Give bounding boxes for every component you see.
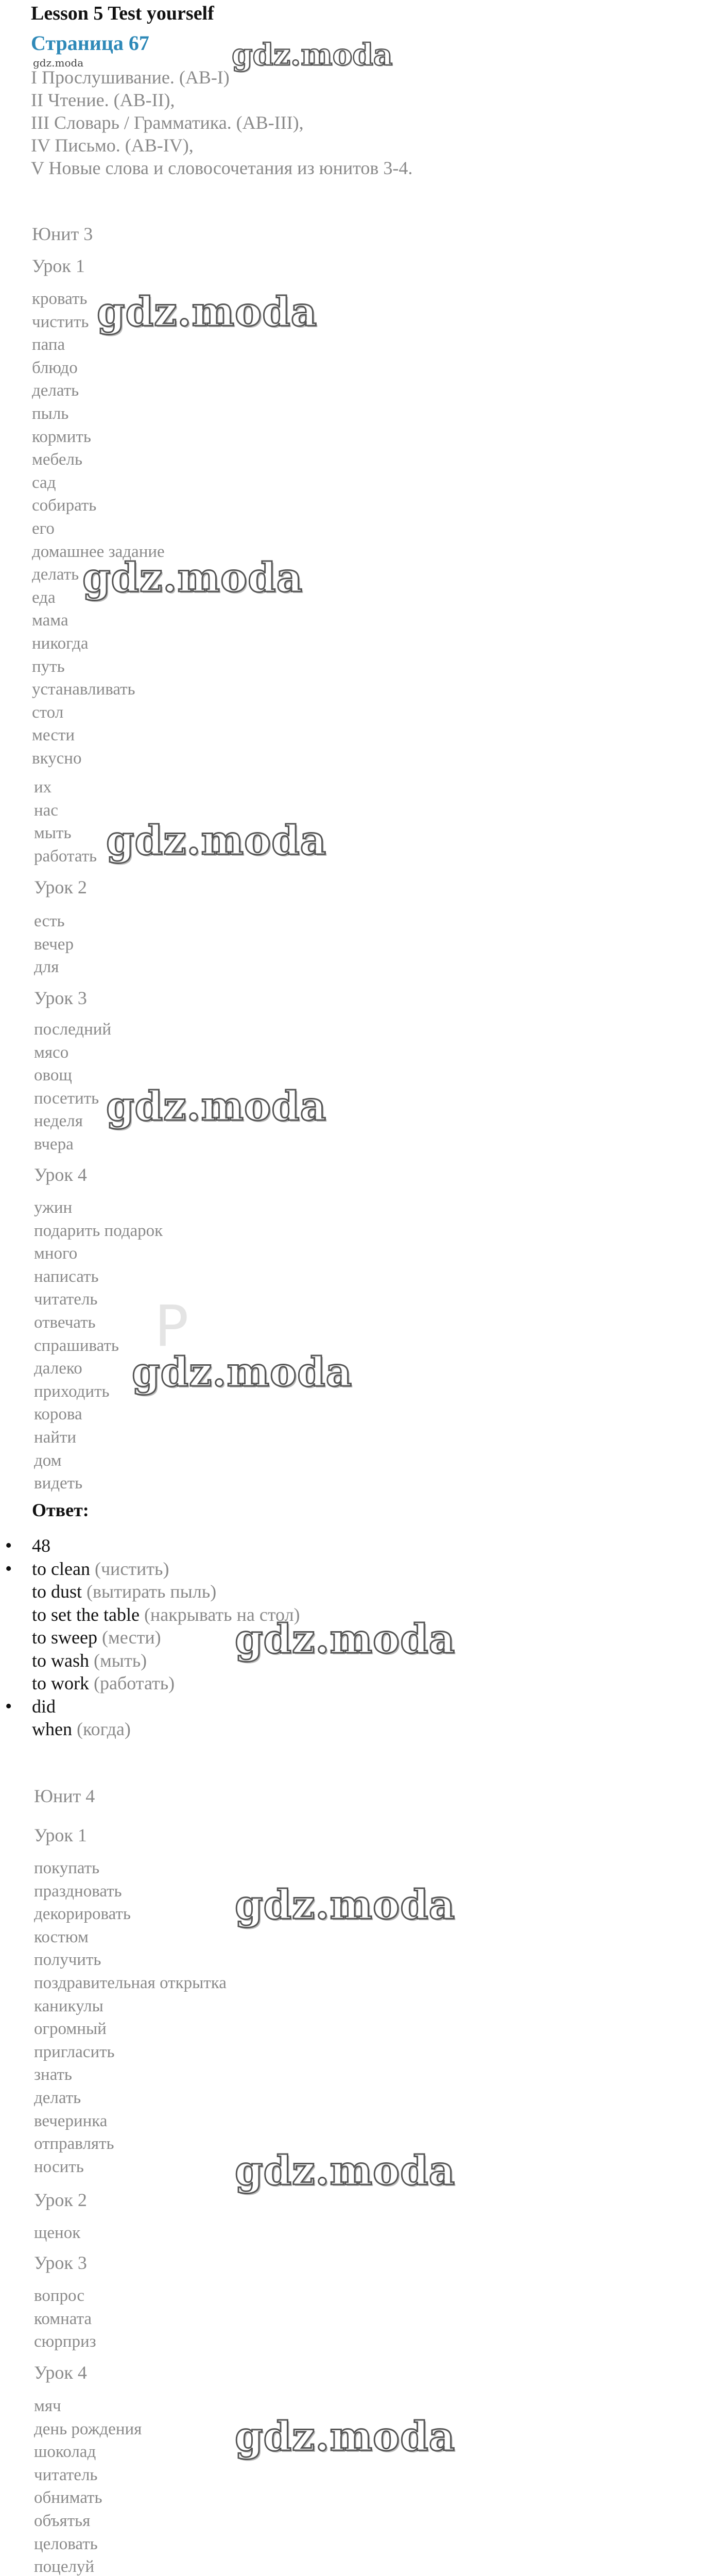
word: щенок [34, 2224, 81, 2242]
watermark: gdz.moda [235, 2147, 456, 2194]
answer-en: did [32, 1696, 56, 1717]
word: покупать [34, 1859, 100, 1877]
toc-item: II Чтение. (AB-II), [31, 90, 175, 110]
watermark: gdz.moda [235, 1616, 456, 1663]
unit3-lesson4-words [34, 1196, 163, 1495]
word: чистить [32, 312, 89, 331]
word: далеко [34, 1359, 82, 1378]
word: мыть [34, 824, 72, 843]
word: дом [34, 1451, 62, 1470]
word: объятья [34, 2511, 91, 2530]
unit4-lesson3-words [34, 2284, 96, 2353]
word: мебель [32, 450, 83, 469]
answer-en: 48 [32, 1535, 50, 1556]
word: пригласить [34, 2042, 115, 2061]
unit3-lesson4-title: Урок 4 [34, 1164, 87, 1185]
answer-en: to wash [32, 1650, 89, 1671]
answer-ru: (работать) [94, 1673, 175, 1693]
unit4-lesson4-words [34, 2395, 142, 2576]
unit3-lesson1-words-b [34, 776, 97, 868]
word: спрашивать [34, 1336, 119, 1355]
word: видеть [34, 1474, 83, 1493]
word: декорировать [34, 1905, 131, 1924]
word: мясо [34, 1043, 69, 1062]
unit4-lesson2-words [34, 2222, 80, 2245]
word: каникулы [34, 1996, 103, 2015]
watermark: gdz.moda [82, 554, 303, 601]
word: блюдо [32, 358, 78, 377]
answer-item [32, 1695, 300, 1718]
word: никогда [32, 634, 89, 653]
p-icon: P [154, 1293, 189, 1359]
word: овощ [34, 1066, 72, 1085]
unit4-lesson4-title: Урок 4 [34, 2362, 87, 2383]
word: читатель [34, 2465, 98, 2484]
answer-item [32, 1534, 300, 1557]
word: сад [32, 473, 56, 492]
unit3-lesson2-title: Урок 2 [34, 877, 87, 897]
word: вчера [34, 1134, 74, 1154]
watermark: gdz.moda [232, 37, 393, 72]
watermark: gdz.moda [235, 2413, 456, 2460]
word: комната [34, 2309, 92, 2328]
word: отвечать [34, 1313, 96, 1332]
word: целовать [34, 2534, 98, 2553]
word: нас [34, 801, 58, 820]
page-link[interactable]: Страница 67 [31, 31, 149, 55]
answer-ru: (мести) [101, 1627, 161, 1648]
word: найти [34, 1428, 77, 1447]
unit3-lesson2-words [34, 910, 74, 979]
word: еда [32, 588, 56, 607]
word: вопрос [34, 2286, 84, 2305]
word: собирать [32, 496, 97, 515]
answer-item [32, 1557, 300, 1581]
word: вечер [34, 935, 74, 954]
word: есть [34, 912, 65, 930]
word: получить [34, 1951, 101, 1970]
unit3-lesson3-words [34, 1018, 111, 1156]
watermark: gdz.moda [132, 1349, 353, 1396]
unit3-lesson3-title: Урок 3 [34, 988, 87, 1008]
unit3-lesson1-words-a [32, 287, 165, 770]
answer-ru: (мыть) [94, 1650, 147, 1671]
answer-en: when [32, 1719, 72, 1739]
watermark: gdz.moda [235, 1882, 456, 1928]
word: читатель [34, 1290, 98, 1309]
unit4-lesson1-title: Урок 1 [34, 1825, 87, 1845]
word: мести [32, 726, 75, 745]
watermark-small: gdz.moda [33, 57, 84, 69]
word: их [34, 778, 52, 796]
word: вечеринка [34, 2111, 108, 2130]
answer-item [32, 1672, 300, 1695]
toc-item: IV Письмо. (AB-IV), [31, 135, 194, 156]
watermark: gdz.moda [106, 1083, 327, 1130]
word: устанавливать [32, 680, 135, 699]
answer-ru: (когда) [76, 1719, 131, 1739]
word: папа [32, 335, 65, 354]
word: путь [32, 657, 65, 676]
word: делать [34, 2088, 81, 2107]
word: знать [34, 2065, 72, 2084]
word: поздравительная открытка [34, 1973, 227, 1992]
word: мама [32, 611, 68, 630]
unit3-title: Юнит 3 [32, 224, 93, 244]
word: для [34, 958, 59, 977]
answer-label: Ответ: [32, 1500, 89, 1520]
word: обнимать [34, 2488, 102, 2507]
answer-en: to work [32, 1673, 89, 1693]
word: подарить подарок [34, 1221, 163, 1240]
word: неделя [34, 1112, 83, 1131]
answer-ru: (вытирать пыль) [87, 1581, 217, 1602]
word: делать [32, 381, 79, 400]
word: корова [34, 1405, 82, 1424]
watermark: gdz.moda [106, 817, 327, 864]
word: носить [34, 2157, 84, 2176]
answer-en: to clean [32, 1558, 90, 1579]
word: поцелуй [34, 2557, 95, 2576]
toc-item: III Словарь / Грамматика. (AB-III), [31, 112, 304, 133]
answer-ru: (накрывать на стол) [144, 1604, 300, 1625]
word: делать [32, 565, 79, 584]
word: много [34, 1244, 78, 1263]
word: шоколад [34, 2443, 96, 2462]
unit4-title: Юнит 4 [34, 1786, 95, 1806]
answer-item [32, 1718, 300, 1741]
unit4-lesson2-title: Урок 2 [34, 2190, 87, 2210]
word: посетить [34, 1089, 99, 1108]
word: отправлять [34, 2134, 114, 2154]
word: пыль [32, 404, 69, 423]
answer-en: to sweep [32, 1627, 97, 1648]
word: домашнее задание [32, 542, 165, 561]
word: костюм [34, 1927, 89, 1946]
word: праздновать [34, 1882, 122, 1901]
watermark: gdz.moda [97, 289, 318, 335]
word: работать [34, 846, 97, 866]
word: кормить [32, 427, 91, 446]
word: ужин [34, 1198, 73, 1217]
unit4-lesson3-title: Урок 3 [34, 2252, 87, 2273]
word: его [32, 519, 55, 538]
word: стол [32, 703, 64, 722]
answer-item [32, 1580, 300, 1603]
word: написать [34, 1267, 99, 1286]
word: день рождения [34, 2419, 142, 2438]
word: мяч [34, 2397, 61, 2415]
word: кровать [32, 290, 88, 308]
page-title: Lesson 5 Test yourself [31, 3, 214, 24]
word: сюрприз [34, 2332, 96, 2351]
sections-list [31, 66, 412, 179]
answer-ru: (чистить) [94, 1558, 169, 1579]
answer-en: to dust [32, 1581, 82, 1602]
word: вкусно [32, 749, 82, 768]
toc-item: V Новые слова и словосочетания из юнитов 3-4. [31, 158, 413, 178]
word: огромный [34, 2020, 107, 2039]
toc-item: I Прослушивание. (AB-I) [31, 67, 230, 88]
word: последний [34, 1020, 112, 1039]
word: приходить [34, 1382, 110, 1401]
unit3-lesson1-title: Урок 1 [32, 256, 85, 276]
answer-en: to set the table [32, 1604, 140, 1625]
unit4-lesson1-words [34, 1857, 227, 2178]
